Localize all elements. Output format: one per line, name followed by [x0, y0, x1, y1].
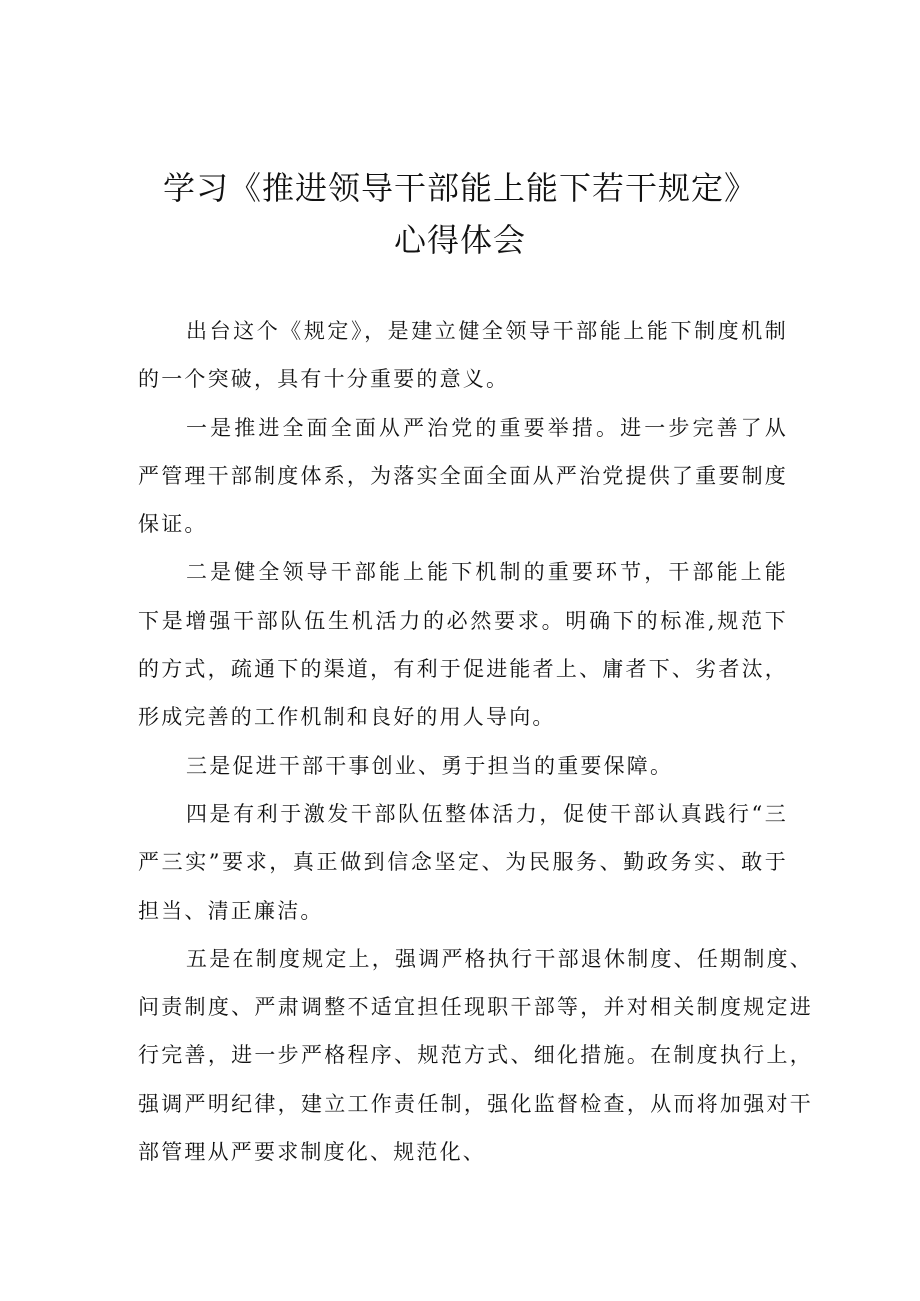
paragraph-point-3: 三是促进干部干事创业、勇于担当的重要保障。: [186, 753, 674, 778]
paragraph-intro: 出台这个《规定》，是建立健全领导干部能上能下制度机制的一个突破，具有十分重要的意义。: [138, 319, 788, 392]
document-subtitle: 心得体会: [393, 221, 526, 259]
paragraph-point-2: 二是健全领导干部能上能下机制的重要环节，干部能上能下是增强干部队伍生机活力的必然要求。明确下的标准,规范下的方式，疏通下的渠道，有利于促进能者上、庸者下、劣者汰，形成完善的工作机制和良好的用人导向。: [138, 560, 788, 730]
paragraph-point-4: 四是有利于激发干部队伍整体活力，促使干部认真践行“三严三实”要求，真正做到信念坚定、为民服务、勤政务实、敢于担当、清正廉洁。: [138, 801, 788, 923]
paragraph-point-5: 五是在制度规定上，强调严格执行干部退休制度、任期制度、问责制度、严肃调整不适宜担任现职干部等，并对相关制度规定进行完善，进一步严格程序、规范方式、细化措施。在制度执行上，强调严明纪律，建立工作责任制，强化监督检查，从而将加强对干部管理从严要求制度化、规范化、: [138, 946, 813, 1165]
paragraph-point-1: 一是推进全面全面从严治党的重要举措。进一步完善了从严管理干部制度体系，为落实全面全面从严治党提供了重要制度保证。: [138, 415, 788, 537]
document-body: [138, 307, 813, 1176]
document-title: 学习《推进领导干部能上能下若干规定》: [162, 169, 757, 207]
